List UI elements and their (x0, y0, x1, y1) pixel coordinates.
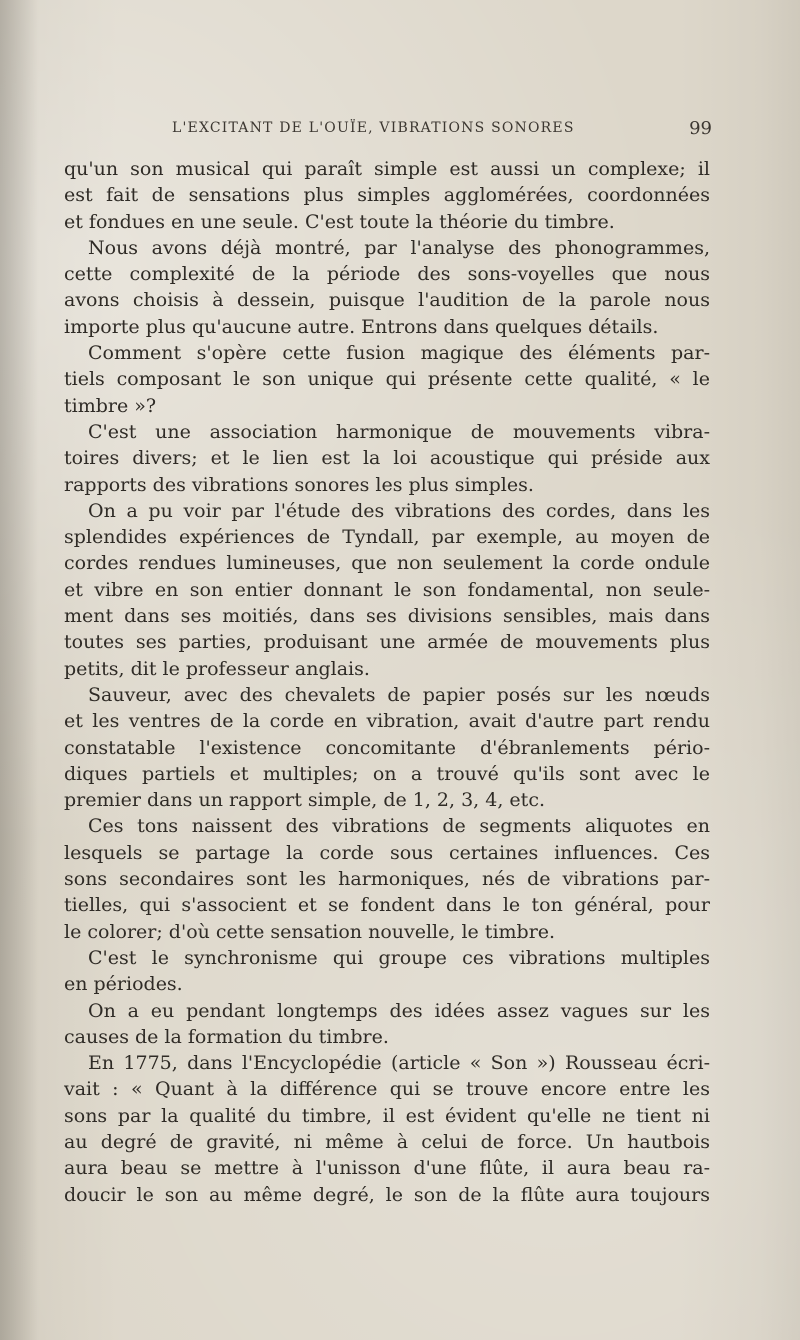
text-line: et vibre en son entier donnant le son fondamental, non seule- (64, 578, 710, 601)
page-number: 99 (689, 118, 712, 139)
text-line: En 1775, dans l'Encyclopédie (article « Son ») Rousseau écri- (88, 1052, 710, 1075)
running-title: L'EXCITANT DE L'OUÏE, VIBRATIONS SONORES (172, 120, 575, 136)
text-line: Ces tons naissent des vibrations de segments aliquotes en (88, 815, 710, 838)
text-line: On a pu voir par l'étude des vibrations des cordes, dans les (88, 499, 710, 522)
text-line: au degré de gravité, ni même à celui de force. Un hautbois (64, 1130, 710, 1153)
text-line: doucir le son au même degré, le son de la flûte aura toujours (64, 1183, 710, 1206)
page-gutter-shadow (0, 0, 38, 1340)
text-line: constatable l'existence concomitante d'ébranlements pério- (64, 736, 710, 759)
text-line: est fait de sensations plus simples agglomérées, coordonnées (64, 184, 710, 207)
text-line: avons choisis à dessein, puisque l'audition de la parole nous (64, 289, 710, 312)
text-line: cordes rendues lumineuses, que non seulement la corde ondule (64, 552, 710, 575)
text-line: petits, dit le professeur anglais. (64, 657, 370, 680)
text-line: rapports des vibrations sonores les plus simples. (64, 473, 534, 496)
text-line: et les ventres de la corde en vibration, avait d'autre part rendu (64, 710, 710, 733)
text-line: sons secondaires sont les harmoniques, nés de vibrations par- (64, 868, 710, 891)
text-line: qu'un son musical qui paraît simple est aussi un complexe; il (64, 158, 710, 180)
text-line: cette complexité de la période des sons-voyelles que nous (64, 263, 710, 286)
text-line: toutes ses parties, produisant une armée de mouvements plus (64, 631, 710, 654)
text-line: lesquels se partage la corde sous certaines influences. Ces (64, 841, 710, 864)
text-line: vait : « Quant à la différence qui se trouve encore entre les (64, 1078, 710, 1101)
text-line: tielles, qui s'associent et se fondent dans le ton général, pour (64, 894, 710, 917)
text-line: diques partiels et multiples; on a trouvé qu'ils sont avec le (64, 762, 710, 785)
text-line: sons par la qualité du timbre, il est évident qu'elle ne tient ni (64, 1104, 710, 1127)
text-line: Nous avons déjà montré, par l'analyse des phonogrammes, (88, 236, 710, 259)
text-line: On a eu pendant longtemps des idées assez vagues sur les (88, 999, 710, 1022)
text-line: timbre »? (64, 394, 157, 417)
text-line: en périodes. (64, 973, 183, 996)
text-line: le colorer; d'où cette sensation nouvelle, le timbre. (64, 920, 556, 943)
text-line: Comment s'opère cette fusion magique des éléments par- (88, 342, 710, 365)
text-line: et fondues en une seule. C'est toute la théorie du timbre. (64, 210, 615, 233)
page-header (72, 118, 712, 144)
text-line: premier dans un rapport simple, de 1, 2, 3, 4, etc. (64, 789, 545, 812)
text-line: importe plus qu'aucune autre. Entrons dans quelques détails. (64, 315, 659, 338)
text-line: C'est le synchronisme qui groupe ces vibrations multiples (88, 946, 710, 969)
text-line: C'est une association harmonique de mouvements vibra- (88, 420, 710, 443)
body-text (64, 156, 710, 1208)
text-line: Sauveur, avec des chevalets de papier posés sur les nœuds (88, 683, 710, 706)
text-line: tiels composant le son unique qui présente cette qualité, « le (64, 368, 710, 391)
text-line: ment dans ses moitiés, dans ses divisions sensibles, mais dans (64, 605, 710, 628)
text-line: aura beau se mettre à l'unisson d'une flûte, il aura beau ra- (64, 1157, 710, 1180)
text-line: toires divers; et le lien est la loi acoustique qui préside aux (64, 447, 710, 470)
text-line: splendides expériences de Tyndall, par exemple, au moyen de (64, 526, 710, 549)
text-line: causes de la formation du timbre. (64, 1025, 389, 1048)
